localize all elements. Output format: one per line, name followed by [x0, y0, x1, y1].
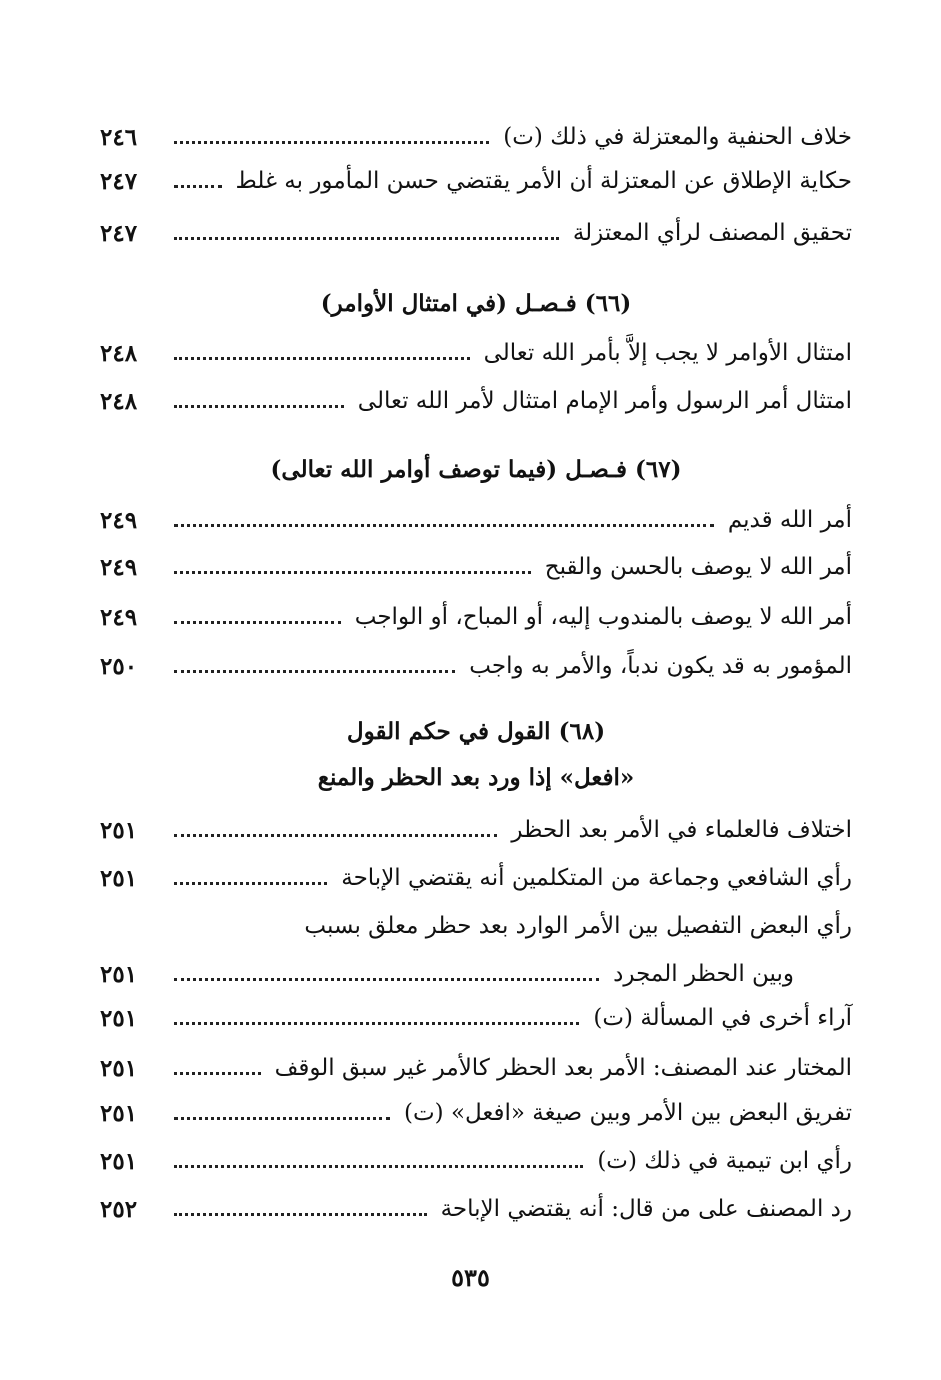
toc-entry-page: ٢٤٩: [100, 603, 138, 631]
toc-entry-title: المختار عند المصنف: الأمر بعد الحظر كالأمر غير سبق الوقف: [274, 1055, 852, 1081]
toc-entry-title: خلاف الحنفية والمعتزلة في ذلك (ت): [503, 124, 852, 150]
dot-leader: [174, 357, 470, 360]
toc-entry-title: آراء أخرى في المسألة (ت): [593, 1005, 852, 1031]
toc-entry-page: ٢٥١: [100, 1099, 138, 1127]
toc-entry: [100, 547, 852, 587]
toc-entry-page: ٢٤٧: [100, 219, 138, 247]
toc-entry-continued: [100, 906, 852, 946]
toc-entry: [100, 1141, 852, 1181]
page-number: ٥٣٥: [451, 1263, 490, 1292]
toc-entry-title: حكاية الإطلاق عن المعتزلة أن الأمر يقتضي حسن المأمور به غلط: [235, 168, 852, 194]
toc-entry-title: رأي البعض التفصيل بين الأمر الوارد بعد حظر معلق بسبب: [304, 913, 852, 939]
dot-leader: [174, 405, 344, 408]
toc-entry: [100, 810, 852, 850]
toc-entry-title: رأي الشافعي وجماعة من المتكلمين أنه يقتضي الإباحة: [341, 865, 852, 891]
toc-entry: [100, 1093, 852, 1133]
toc-entry-title: رد المصنف على من قال: أنه يقتضي الإباحة: [440, 1196, 852, 1222]
dot-leader: [174, 185, 222, 188]
dot-leader: [174, 571, 531, 574]
toc-entry: [100, 381, 852, 421]
dot-leader: [174, 141, 489, 144]
toc-entry-page: ٢٤٦: [100, 123, 138, 151]
toc-entry-page: ٢٥١: [100, 1147, 138, 1175]
toc-entry-title: أمر الله لا يوصف بالحسن والقبح: [544, 554, 852, 580]
toc-entry-page: ٢٥١: [100, 1004, 138, 1032]
toc-entry-title: أمر الله لا يوصف بالمندوب إليه، أو المباح، أو الواجب: [354, 604, 852, 630]
toc-entry-page: ٢٥١: [100, 960, 138, 988]
dot-leader: [174, 524, 714, 527]
toc-entry-page: ٢٥١: [100, 1054, 138, 1082]
dot-leader: [174, 1213, 427, 1216]
dot-leader: [174, 670, 455, 673]
toc-entry: [100, 646, 852, 686]
section-heading: «افعل» إذا ورد بعد الحظر والمنع: [317, 764, 635, 791]
toc-entry: [100, 500, 852, 540]
toc-entry: [100, 161, 852, 201]
section-heading: (٦٨) القول في حكم القول: [346, 718, 606, 745]
toc-entry-title: رأي ابن تيمية في ذلك (ت): [597, 1148, 852, 1174]
toc-entry: [100, 858, 852, 898]
toc-entry-page: ٢٤٧: [100, 167, 138, 195]
toc-entry-page: ٢٥٢: [100, 1195, 138, 1223]
toc-entry: [100, 213, 852, 253]
toc-entry-title: أمر الله قديم: [727, 507, 852, 533]
toc-entry-page: ٢٥٠: [100, 652, 138, 680]
dot-leader: [174, 882, 327, 885]
toc-entry: [100, 1048, 852, 1088]
dot-leader: [174, 621, 341, 624]
toc-entry-page: ٢٥١: [100, 816, 138, 844]
dot-leader: [174, 237, 559, 240]
section-heading: (٦٦) فـصـل (في امتثال الأوامر): [320, 290, 632, 317]
dot-leader: [174, 1165, 583, 1168]
toc-entry-title: المؤمور به قد يكون ندباً، والأمر به واجب: [469, 653, 852, 679]
toc-entry-title: امتثال أمر الرسول وأمر الإمام امتثال لأمر الله تعالى: [357, 388, 852, 414]
toc-entry-title: وبين الحظر المجرد: [613, 961, 794, 987]
dot-leader: [174, 1072, 261, 1075]
toc-entry-title: تفريق البعض بين الأمر وبين صيغة «افعل» (ت): [404, 1100, 852, 1126]
toc-entry: [100, 333, 852, 373]
toc-entry: [100, 1189, 852, 1229]
section-heading: (٦٧) فـصـل (فيما توصف أوامر الله تعالى): [270, 456, 682, 483]
toc-entry-page: ٢٤٩: [100, 553, 138, 581]
toc-entry: [100, 117, 852, 157]
toc-entry: [100, 597, 852, 637]
dot-leader: [174, 1022, 579, 1025]
toc-entry: [100, 998, 852, 1038]
dot-leader: [174, 834, 497, 837]
toc-entry-title: اختلاف فالعلماء في الأمر بعد الحظر: [511, 817, 852, 843]
toc-entry-title: امتثال الأوامر لا يجب إلاَّ بأمر الله تعالى: [483, 340, 852, 366]
toc-entry-page: ٢٤٩: [100, 506, 138, 534]
dot-leader: [174, 978, 599, 981]
dot-leader: [174, 1117, 390, 1120]
toc-entry-page: ٢٥١: [100, 864, 138, 892]
toc-entry-title: تحقيق المصنف لرأي المعتزلة: [572, 220, 852, 246]
toc-entry-page: ٢٤٨: [100, 339, 138, 367]
toc-entry: [100, 954, 852, 994]
toc-entry-page: ٢٤٨: [100, 387, 138, 415]
